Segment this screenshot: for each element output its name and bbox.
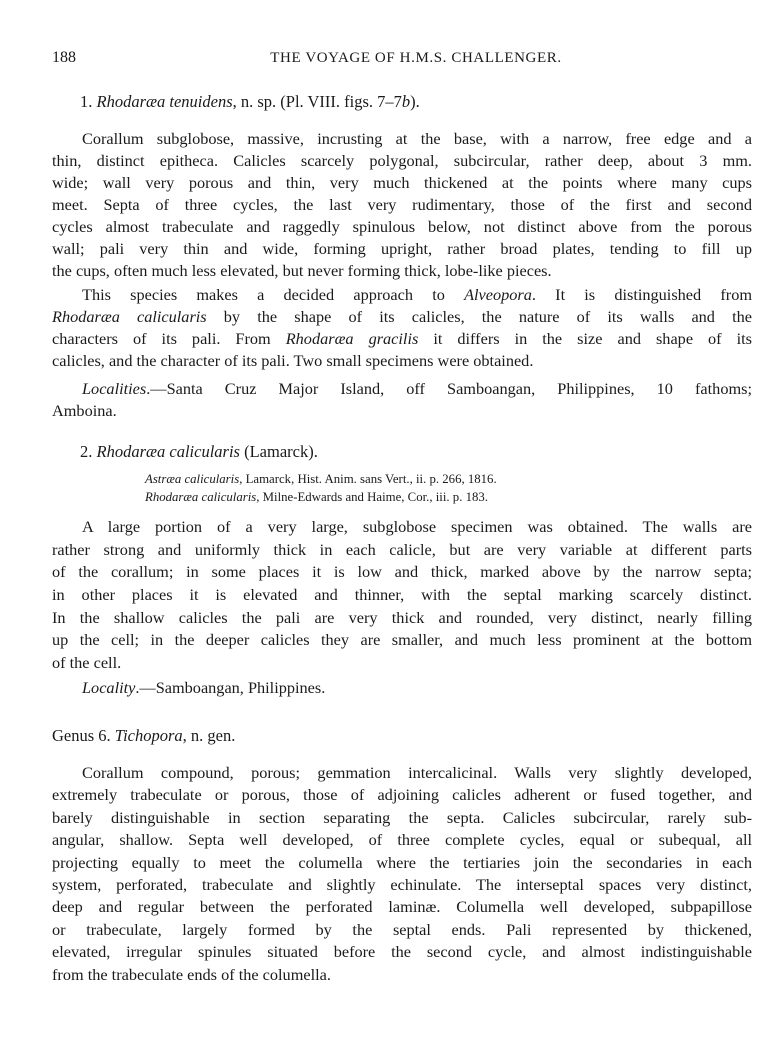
text: from the trabeculate ends of the columella. [52,964,331,984]
text: by the shape of its calicles, the nature of its walls and the [206,307,752,326]
text-line [52,784,752,806]
text-line [52,829,752,851]
text-line [52,874,752,896]
text-line [52,896,752,918]
text-line [52,725,712,747]
text-line [52,539,752,562]
italic-text: Alveopora [464,285,532,304]
text-line [52,194,752,216]
italic-text: b [401,92,411,111]
text: A large portion of a very large, subglobose specimen was obtained. The walls are [82,517,752,536]
text: characters of its pali. From [52,329,286,348]
text: In the shallow calicles the pali are very thick and rounded, very distinct, nearly filling [52,607,752,627]
text: wall; pali very thin and wide, forming upright, rather broad plates, tending to fill up [52,239,752,258]
text: Amboina. [52,401,117,420]
text-line [52,350,752,372]
species-1-heading [80,91,680,113]
italic-text: Astræa calicularis [145,472,240,486]
text: deep and regular between the perforated laminæ. Columella well developed, subpapillose [52,897,752,917]
text: the cups, often much less elevated, but never forming thick, lobe-like pieces. [52,261,552,280]
text: up the cell; in the deeper calicles they are smaller, and much less prominent at the bottom [52,630,752,650]
italic-text: Tichopora [114,726,183,745]
text-line [52,652,752,675]
species-2-locality [52,677,752,699]
text: .—Samboangan, Philippines. [135,678,326,697]
text: projecting equally to meet the columella where the tertiaries join the secondaries in each [52,852,752,872]
text: of the cell. [52,653,122,673]
text-line [52,677,752,699]
text-line [52,941,752,963]
text: calicles, and the character of its pali. Two small specimens were obtained. [52,351,534,370]
text: wide; wall very porous and thin, very much thickened at the points where many cups [52,173,752,192]
text: , n. gen. [182,726,236,745]
species-1-description [52,128,752,282]
text: angular, shallow. Septa well developed, of three complete cycles, equal or subequal, all [52,830,752,850]
text: Corallum compound, porous; gemmation intercalicinal. Walls very slightly developed, [82,763,752,782]
text: elevated, irregular spinules situated before the second cycle, and almost indistinguishable [52,942,752,962]
italic-text: Rhodaræa tenuidens [96,92,233,111]
text: in other places it is elevated and thinner, with the septal marking scarcely distinct. [52,585,752,605]
text-line [145,471,645,489]
text-line [145,489,645,507]
text: thin, distinct epitheca. Calicles scarcely polygonal, subcircular, rather deep, about 3 mm. [52,151,752,170]
text-line [52,238,752,260]
italic-text: Rhodaræa calicularis [52,307,207,326]
text-line [52,561,752,584]
running-title: THE VOYAGE OF H.M.S. CHALLENGER. [270,50,562,66]
text-line [52,216,752,238]
text-line [52,852,752,874]
page-header [52,47,752,69]
text-line [52,516,752,539]
text: rather strong and uniformly thick in each calicle, but are very variable at different parts [52,539,752,559]
text: ). [410,92,420,111]
text-line [52,150,752,172]
text-line [52,260,752,282]
species-1-localities [52,378,752,422]
text-line [52,378,752,400]
italic-text: Rhodaræa gracilis [285,329,419,348]
text-line [52,807,752,829]
text: 1. [80,92,97,111]
text: . It is distinguished from [531,285,753,304]
text-line [52,964,752,986]
species-2-synonymy [145,471,645,506]
text: extremely trabeculate or porous, those of adjoining calicles adherent or fused together, and [52,785,752,805]
genus-heading [52,725,712,747]
text-line [52,128,752,150]
text: of the corallum; in some places it is low and thick, marked above by the narrow septa; [52,562,752,582]
text-line [52,762,752,784]
species-2-description [52,516,752,675]
text-line [52,306,752,328]
text-line [52,400,752,422]
text-line [52,584,752,607]
italic-text: Localities [82,379,147,398]
text-line [52,629,752,652]
text-line [52,919,752,941]
text: Corallum subglobose, massive, incrusting at the base, with a narrow, free edge and a [82,129,752,148]
text-line [80,91,680,113]
text: meet. Septa of three cycles, the last very rudimentary, those of the first and second [52,195,752,214]
page-number: 188 [52,49,76,66]
text: , Milne-Edwards and Haime, Cor., iii. p. 183. [256,489,488,504]
text-line [52,328,752,350]
text: This species makes a decided approach to [82,285,465,304]
text: barely distinguishable in section separating the septa. Calicles subcircular, rarely sub- [52,807,752,827]
text: , Lamarck, Hist. Anim. sans Vert., ii. p. 266, 1816. [239,472,497,486]
text: (Lamarck). [239,442,318,461]
text: it differs in the size and shape of its [418,329,752,348]
italic-text: Rhodaræa calicularis [145,489,257,504]
text: cycles almost trabeculate and raggedly spinulous below, not distinct above from the porous [52,217,752,236]
genus-description [52,762,752,986]
italic-text: Rhodaræa calicularis [96,442,240,461]
italic-text: Locality [82,678,136,697]
text-line [52,172,752,194]
species-1-remarks [52,284,752,372]
text: , n. sp. (Pl. VIII. figs. 7–7 [232,92,402,111]
text: system, perforated, trabeculate and slightly echinulate. The interseptal spaces very distinct, [52,874,752,894]
text: .—Santa Cruz Major Island, off Samboangan, Philippines, 10 fathoms; [146,379,752,398]
species-2-heading [80,441,680,463]
text: 2. [80,442,97,461]
text: or trabeculate, largely formed by the septal ends. Pali represented by thickened, [52,919,752,939]
text: Genus 6. [52,726,115,745]
text-line [52,284,752,306]
text-line [52,607,752,630]
text-line [80,441,680,463]
